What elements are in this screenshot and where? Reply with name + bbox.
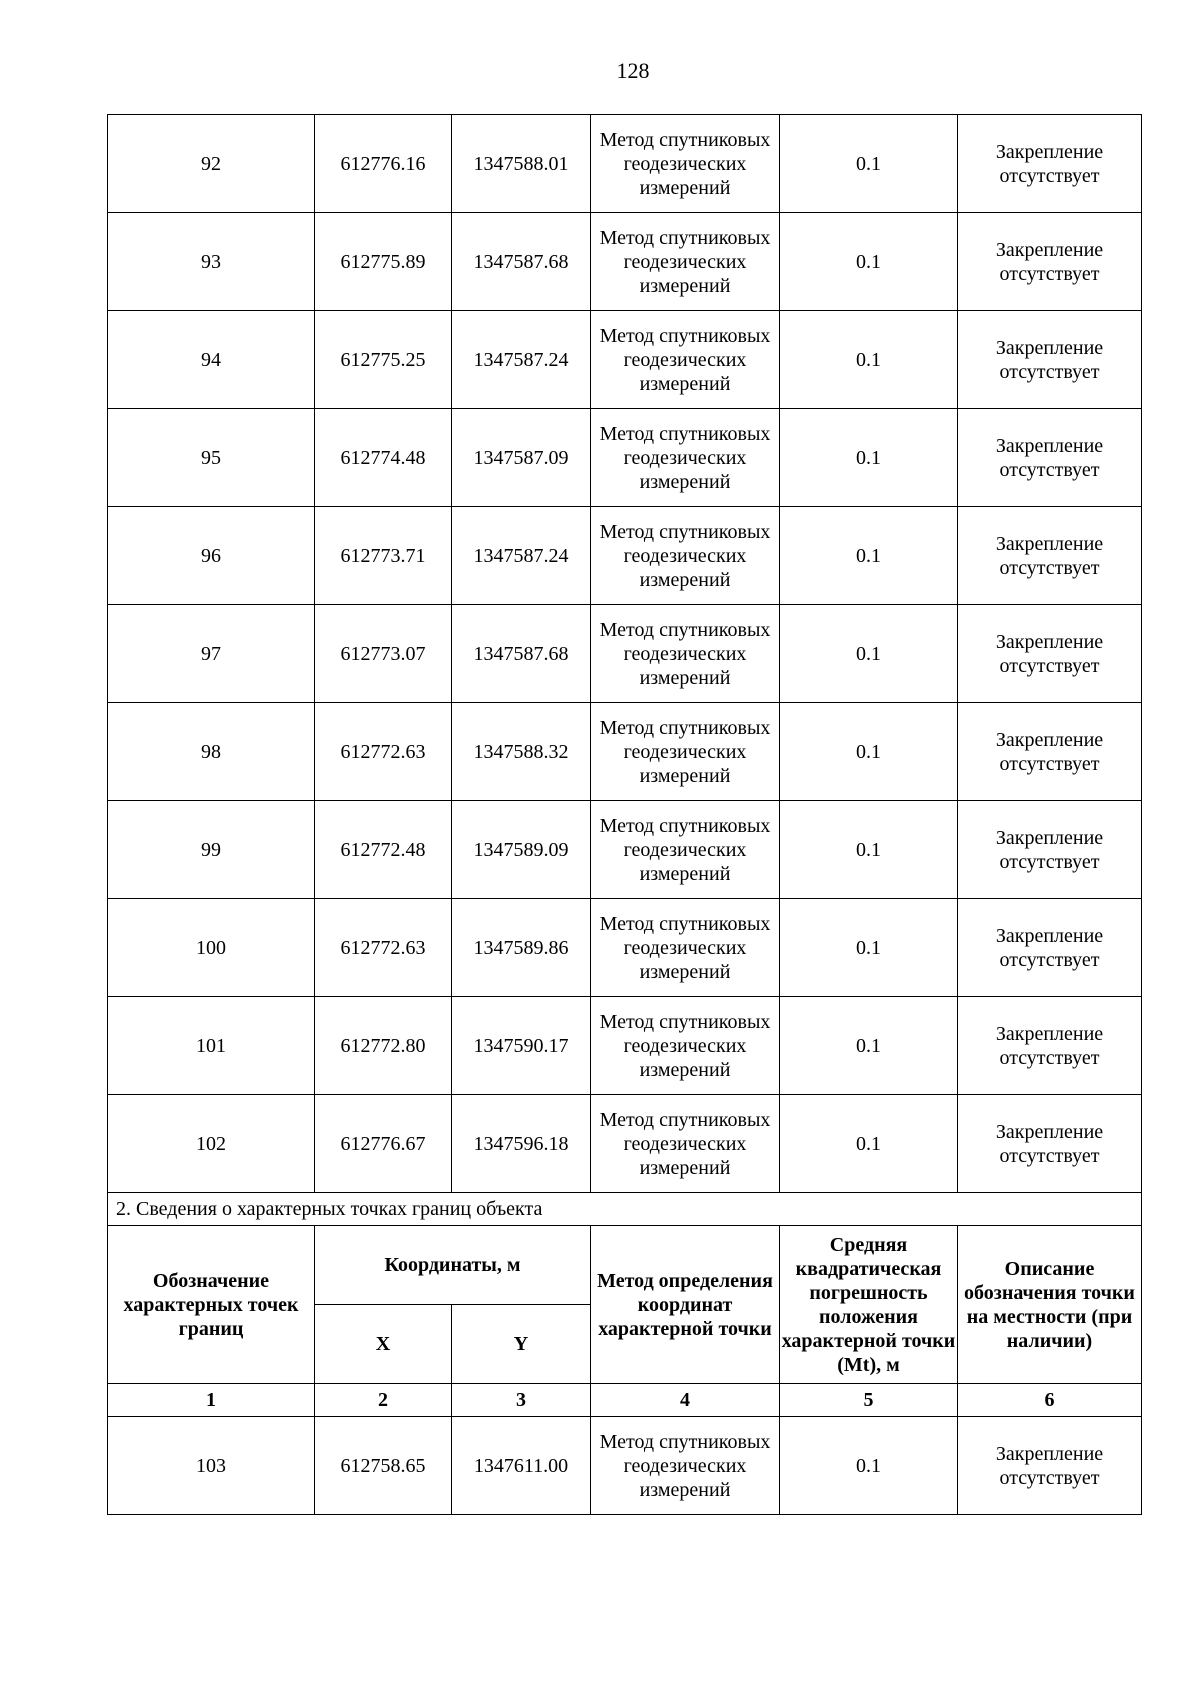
cell-point: 97 (108, 605, 315, 703)
cell-point: 94 (108, 311, 315, 409)
cell-point: 98 (108, 703, 315, 801)
header-designation: Обозначение характерных точек границ (108, 1226, 315, 1384)
cell-description: Закрепление отсутствует (958, 409, 1142, 507)
table-row (108, 1095, 1142, 1193)
cell-accuracy: 0.1 (780, 409, 958, 507)
cell-y: 1347587.24 (452, 311, 591, 409)
cell-x: 612774.48 (315, 409, 452, 507)
cell-method: Метод спутниковых геодезических измерений (591, 213, 780, 311)
cell-description: Закрепление отсутствует (958, 997, 1142, 1095)
boundary-points-table (107, 114, 1142, 1515)
cell-x: 612772.63 (315, 899, 452, 997)
cell-y: 1347589.09 (452, 801, 591, 899)
cell-accuracy: 0.1 (780, 1417, 958, 1515)
cell-accuracy: 0.1 (780, 1095, 958, 1193)
cell-method: Метод спутниковых геодезических измерений (591, 899, 780, 997)
cell-x: 612775.25 (315, 311, 452, 409)
cell-description: Закрепление отсутствует (958, 1095, 1142, 1193)
cell-description: Закрепление отсутствует (958, 115, 1142, 213)
column-number: 4 (591, 1384, 780, 1417)
cell-accuracy: 0.1 (780, 899, 958, 997)
column-number: 6 (958, 1384, 1142, 1417)
cell-y: 1347587.68 (452, 605, 591, 703)
cell-point: 95 (108, 409, 315, 507)
cell-accuracy: 0.1 (780, 213, 958, 311)
cell-y: 1347588.01 (452, 115, 591, 213)
cell-accuracy: 0.1 (780, 703, 958, 801)
cell-description: Закрепление отсутствует (958, 899, 1142, 997)
rows-after (108, 1417, 1142, 1515)
header-description: Описание обозначения точки на местности (при наличии) (958, 1226, 1142, 1384)
cell-accuracy: 0.1 (780, 605, 958, 703)
cell-method: Метод спутниковых геодезических измерений (591, 409, 780, 507)
cell-x: 612776.16 (315, 115, 452, 213)
header-y: Y (452, 1305, 591, 1384)
cell-method: Метод спутниковых геодезических измерений (591, 115, 780, 213)
page-number: 128 (616, 58, 650, 83)
column-number: 5 (780, 1384, 958, 1417)
cell-point: 99 (108, 801, 315, 899)
cell-y: 1347587.68 (452, 213, 591, 311)
header-row (108, 1226, 1142, 1305)
header-x: X (315, 1305, 452, 1384)
cell-point: 100 (108, 899, 315, 997)
table-row (108, 703, 1142, 801)
cell-description: Закрепление отсутствует (958, 801, 1142, 899)
cell-method: Метод спутниковых геодезических измерений (591, 1417, 780, 1515)
cell-x: 612773.71 (315, 507, 452, 605)
table-row (108, 115, 1142, 213)
rows-before (108, 115, 1142, 1193)
cell-x: 612773.07 (315, 605, 452, 703)
cell-method: Метод спутниковых геодезических измерений (591, 605, 780, 703)
header-accuracy: Средняя квадратическая погрешность положения характерной точки (Mt), м (780, 1226, 958, 1384)
cell-description: Закрепление отсутствует (958, 213, 1142, 311)
cell-point: 92 (108, 115, 315, 213)
column-number-row (108, 1384, 1142, 1417)
table-row (108, 801, 1142, 899)
header-method: Метод определения координат характерной точки (591, 1226, 780, 1384)
table-row (108, 997, 1142, 1095)
table-row (108, 409, 1142, 507)
table-row (108, 507, 1142, 605)
cell-point: 103 (108, 1417, 315, 1515)
cell-description: Закрепление отсутствует (958, 507, 1142, 605)
cell-point: 102 (108, 1095, 315, 1193)
table-row (108, 311, 1142, 409)
cell-x: 612776.67 (315, 1095, 452, 1193)
cell-y: 1347590.17 (452, 997, 591, 1095)
table-row (108, 899, 1142, 997)
cell-x: 612772.63 (315, 703, 452, 801)
header-coordinates: Координаты, м (315, 1226, 591, 1305)
cell-method: Метод спутниковых геодезических измерений (591, 997, 780, 1095)
column-number: 3 (452, 1384, 591, 1417)
cell-point: 101 (108, 997, 315, 1095)
section-row (108, 1193, 1142, 1226)
cell-x: 612758.65 (315, 1417, 452, 1515)
column-number: 1 (108, 1384, 315, 1417)
cell-point: 93 (108, 213, 315, 311)
cell-description: Закрепление отсутствует (958, 1417, 1142, 1515)
cell-accuracy: 0.1 (780, 997, 958, 1095)
cell-y: 1347596.18 (452, 1095, 591, 1193)
cell-accuracy: 0.1 (780, 801, 958, 899)
cell-y: 1347589.86 (452, 899, 591, 997)
cell-accuracy: 0.1 (780, 115, 958, 213)
cell-y: 1347587.24 (452, 507, 591, 605)
column-number: 2 (315, 1384, 452, 1417)
table-row (108, 605, 1142, 703)
cell-accuracy: 0.1 (780, 507, 958, 605)
cell-y: 1347587.09 (452, 409, 591, 507)
cell-y: 1347588.32 (452, 703, 591, 801)
cell-method: Метод спутниковых геодезических измерений (591, 801, 780, 899)
cell-y: 1347611.00 (452, 1417, 591, 1515)
cell-method: Метод спутниковых геодезических измерений (591, 1095, 780, 1193)
cell-x: 612772.80 (315, 997, 452, 1095)
cell-description: Закрепление отсутствует (958, 311, 1142, 409)
table-row (108, 1417, 1142, 1515)
cell-x: 612772.48 (315, 801, 452, 899)
cell-method: Метод спутниковых геодезических измерений (591, 507, 780, 605)
section-title: 2. Сведения о характерных точках границ объекта (108, 1193, 1142, 1226)
cell-x: 612775.89 (315, 213, 452, 311)
cell-method: Метод спутниковых геодезических измерений (591, 311, 780, 409)
cell-method: Метод спутниковых геодезических измерений (591, 703, 780, 801)
cell-description: Закрепление отсутствует (958, 703, 1142, 801)
cell-description: Закрепление отсутствует (958, 605, 1142, 703)
cell-point: 96 (108, 507, 315, 605)
cell-accuracy: 0.1 (780, 311, 958, 409)
table-row (108, 213, 1142, 311)
